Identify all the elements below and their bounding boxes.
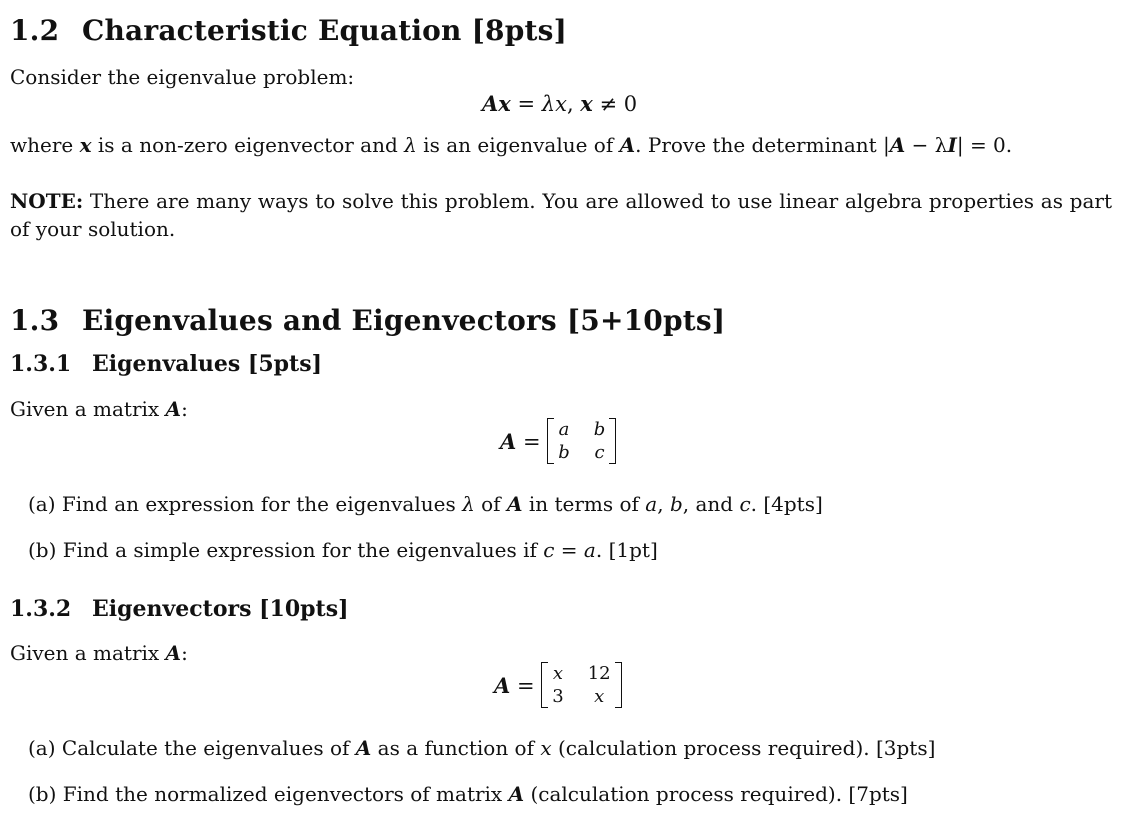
eigen-equation: Ax = λx, x ≠ 0: [482, 91, 638, 116]
matrix-equation-2: A = x 12 3 x: [494, 662, 622, 708]
matrix-cell: 3: [552, 686, 564, 707]
item-label: (a): [28, 492, 56, 516]
subsection-heading-1-3-2: [10, 596, 349, 622]
bracket-left: [541, 662, 548, 708]
matrix-2: [541, 662, 621, 708]
question-1-3-2-a: (a) Calculate the eigenvalues of A as a function of x (calculation process required). [3pts]: [28, 736, 936, 760]
intro-text: Consider the eigenvalue problem:: [10, 65, 355, 89]
subsection-number: 1.3.2: [10, 596, 72, 622]
matrix-1: [547, 418, 616, 464]
question-1-3-1-b: (b) Find a simple expression for the eigenvalues if c = a. [1pt]: [28, 538, 658, 562]
section-number: 1.2: [10, 14, 60, 47]
given-matrix-text: Given a matrix A:: [10, 397, 188, 421]
given-matrix-text: Given a matrix A:: [10, 641, 188, 665]
question-1-3-1-a: (a) Find an expression for the eigenvalues λ of A in terms of a, b, and c. [4pts]: [28, 492, 823, 516]
section-heading-1-3: [10, 304, 725, 337]
subsection-title: Eigenvectors [10pts]: [92, 596, 349, 622]
bracket-left: [547, 418, 554, 464]
section-title: Eigenvalues and Eigenvectors [5+10pts]: [82, 304, 726, 337]
subsection-number: 1.3.1: [10, 351, 72, 377]
matrix-cell: x: [552, 663, 564, 684]
matrix-cell: c: [594, 442, 605, 463]
matrix-cell: 12: [587, 663, 611, 684]
item-label: (b): [28, 782, 57, 806]
matrix-cell: b: [593, 419, 606, 440]
section-heading-1-2: [10, 14, 567, 47]
section-number: 1.3: [10, 304, 60, 337]
matrix-cell: a: [558, 419, 570, 440]
bracket-right: [609, 418, 616, 464]
matrix-cell: x: [594, 686, 605, 707]
subsection-title: Eigenvalues [5pts]: [92, 351, 322, 377]
bracket-right: [615, 662, 622, 708]
matrix-equation-1: A = a b b c: [500, 418, 616, 464]
note-label: NOTE:: [10, 189, 84, 213]
item-label: (a): [28, 736, 56, 760]
subsection-heading-1-3-1: [10, 351, 322, 377]
question-1-3-2-b: (b) Find the normalized eigenvectors of matrix A (calculation process required). [7pts]: [28, 782, 908, 806]
where-paragraph: where x is a non-zero eigenvector and λ is an eigenvalue of A. Prove the determinant |A − λI| = 0.: [10, 133, 1013, 157]
note-text: There are many ways to solve this problem. You are allowed to use linear algebra properties as part of your solution.: [10, 189, 1112, 241]
item-label: (b): [28, 538, 57, 562]
matrix-cell: b: [558, 442, 570, 463]
note-paragraph: [10, 187, 1112, 243]
section-title: Characteristic Equation [8pts]: [82, 14, 568, 47]
